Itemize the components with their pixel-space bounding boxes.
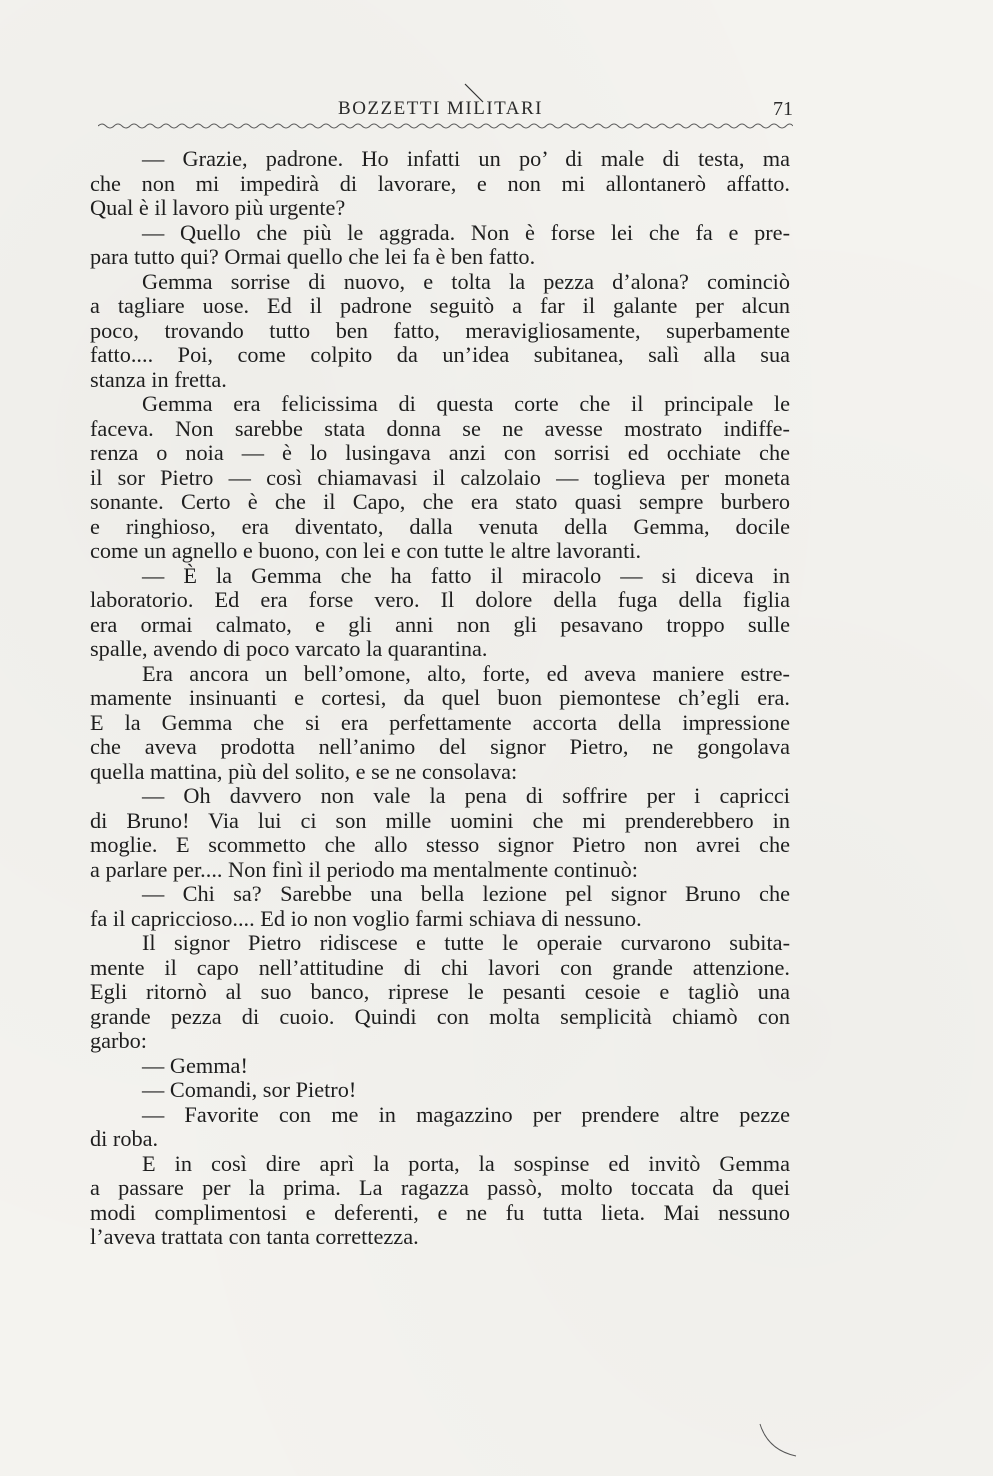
body-text [90, 147, 790, 1250]
text-line: a passare per la prima. La ragazza passò, molto toccata da quei [90, 1175, 790, 1200]
text-line: di Bruno! Via lui ci son mille uomini che mi prenderebbero in [90, 807, 790, 833]
text-line: a tagliare uose. Ed il padrone seguitò a far il galante per alcun [90, 293, 790, 318]
text-line: para tutto qui? Ormai quello che lei fa è ben fatto. [90, 244, 536, 269]
text-line: che non mi impedirà di lavorare, e non mi allontanerò affatto. [90, 170, 790, 196]
text-line: che aveva prodotta nell’animo del signor Pietro, ne gongolava [90, 734, 790, 759]
text-line: Era ancora un bell’omone, alto, forte, ed aveva maniere estre- [142, 660, 790, 686]
text-line: — Quello che più le aggrada. Non è forse lei che fa e pre- [142, 219, 790, 245]
text-line: Il signor Pietro ridiscese e tutte le operaie curvarono subita- [142, 930, 790, 955]
text-line: Egli ritornò al suo banco, riprese le pesanti cesoie e tagliò una [90, 979, 790, 1004]
text-line: era ormai calmato, e gli anni non gli pesavano troppo sulle [90, 611, 790, 637]
text-line: — Comandi, sor Pietro! [142, 1077, 357, 1102]
text-line: — Grazie, padrone. Ho infatti un po’ di male di testa, ma [142, 146, 790, 171]
text-line: — Chi sa? Sarebbe una bella lezione pel signor Bruno che [142, 881, 790, 906]
text-line: E in così dire aprì la porta, la sospinse ed invitò Gemma [142, 1150, 790, 1176]
text-line: come un agnello e buono, con lei e con tutte le altre lavoranti. [90, 538, 642, 563]
text-line: sonante. Certo è che il Capo, che era stato quasi sempre burbero [90, 489, 790, 514]
text-line: grande pezza di cuoio. Quindi con molta semplicità chiamò con [90, 1003, 790, 1029]
text-line: moglie. E scommetto che allo stesso signor Pietro non avrei che [90, 832, 790, 857]
wavy-header-rule [98, 122, 793, 130]
text-line: spalle, avendo di poco varcato la quarantina. [90, 636, 488, 661]
text-line: mamente insinuanti e cortesi, da quel buon piemontese ch’egli era. [90, 685, 790, 710]
text-line: — Oh davvero non vale la pena di soffrire per i capricci [142, 783, 790, 808]
text-line: poco, trovando tutto ben fatto, meravigliosamente, superbamente [90, 317, 790, 343]
running-title: BOZZETTI MILITARI [338, 98, 543, 119]
text-line: — È la Gemma che ha fatto il miracolo — si diceva in [142, 562, 790, 588]
text-line: E la Gemma che si era perfettamente accorta della impressione [90, 709, 790, 735]
text-line: modi complimentosi e deferenti, e ne fu tutta lieta. Mai nessuno [90, 1199, 790, 1225]
text-line: fa il capriccioso.... Ed io non voglio farmi schiava di nessuno. [90, 905, 642, 931]
page-number: 71 [773, 98, 793, 120]
text-line: stanza in fretta. [90, 366, 227, 392]
text-line: e ringhioso, era diventato, dalla venuta della Gemma, docile [90, 513, 790, 539]
text-line: Gemma sorrise di nuovo, e tolta la pezza d’alona? cominciò [142, 268, 790, 294]
text-line: l’aveva trattata con tanta correttezza. [90, 1224, 419, 1249]
text-line: garbo: [90, 1028, 147, 1053]
text-line: — Favorite con me in magazzino per prendere altre pezze [142, 1101, 790, 1127]
text-line: mente il capo nell’attitudine di chi lavori con grande attenzione. [90, 954, 790, 980]
text-line: di roba. [90, 1126, 159, 1151]
text-line: Qual è il lavoro più urgente? [90, 195, 346, 220]
stray-ink-curve [758, 1420, 798, 1460]
text-line: a parlare per.... Non finì il periodo ma mentalmente continuò: [90, 856, 638, 882]
text-line: Gemma era felicissima di questa corte che il principale le [142, 391, 790, 416]
text-line: laboratorio. Ed era forse vero. Il dolore della fuga della figlia [90, 587, 790, 612]
text-line: quella mattina, più del solito, e se ne consolava: [90, 758, 518, 784]
text-line: il sor Pietro — così chiamavasi il calzolaio — toglieva per moneta [90, 464, 790, 490]
stray-ink-mark [463, 82, 487, 106]
text-line: fatto.... Poi, come colpito da un’idea subitanea, salì alla sua [90, 342, 790, 367]
text-line: faceva. Non sarebbe stata donna se ne avesse mostrato indiffe- [90, 415, 790, 441]
text-line: — Gemma! [142, 1052, 248, 1078]
text-line: renza o noia — è lo lusingava anzi con sorrisi ed occhiate che [90, 440, 790, 465]
